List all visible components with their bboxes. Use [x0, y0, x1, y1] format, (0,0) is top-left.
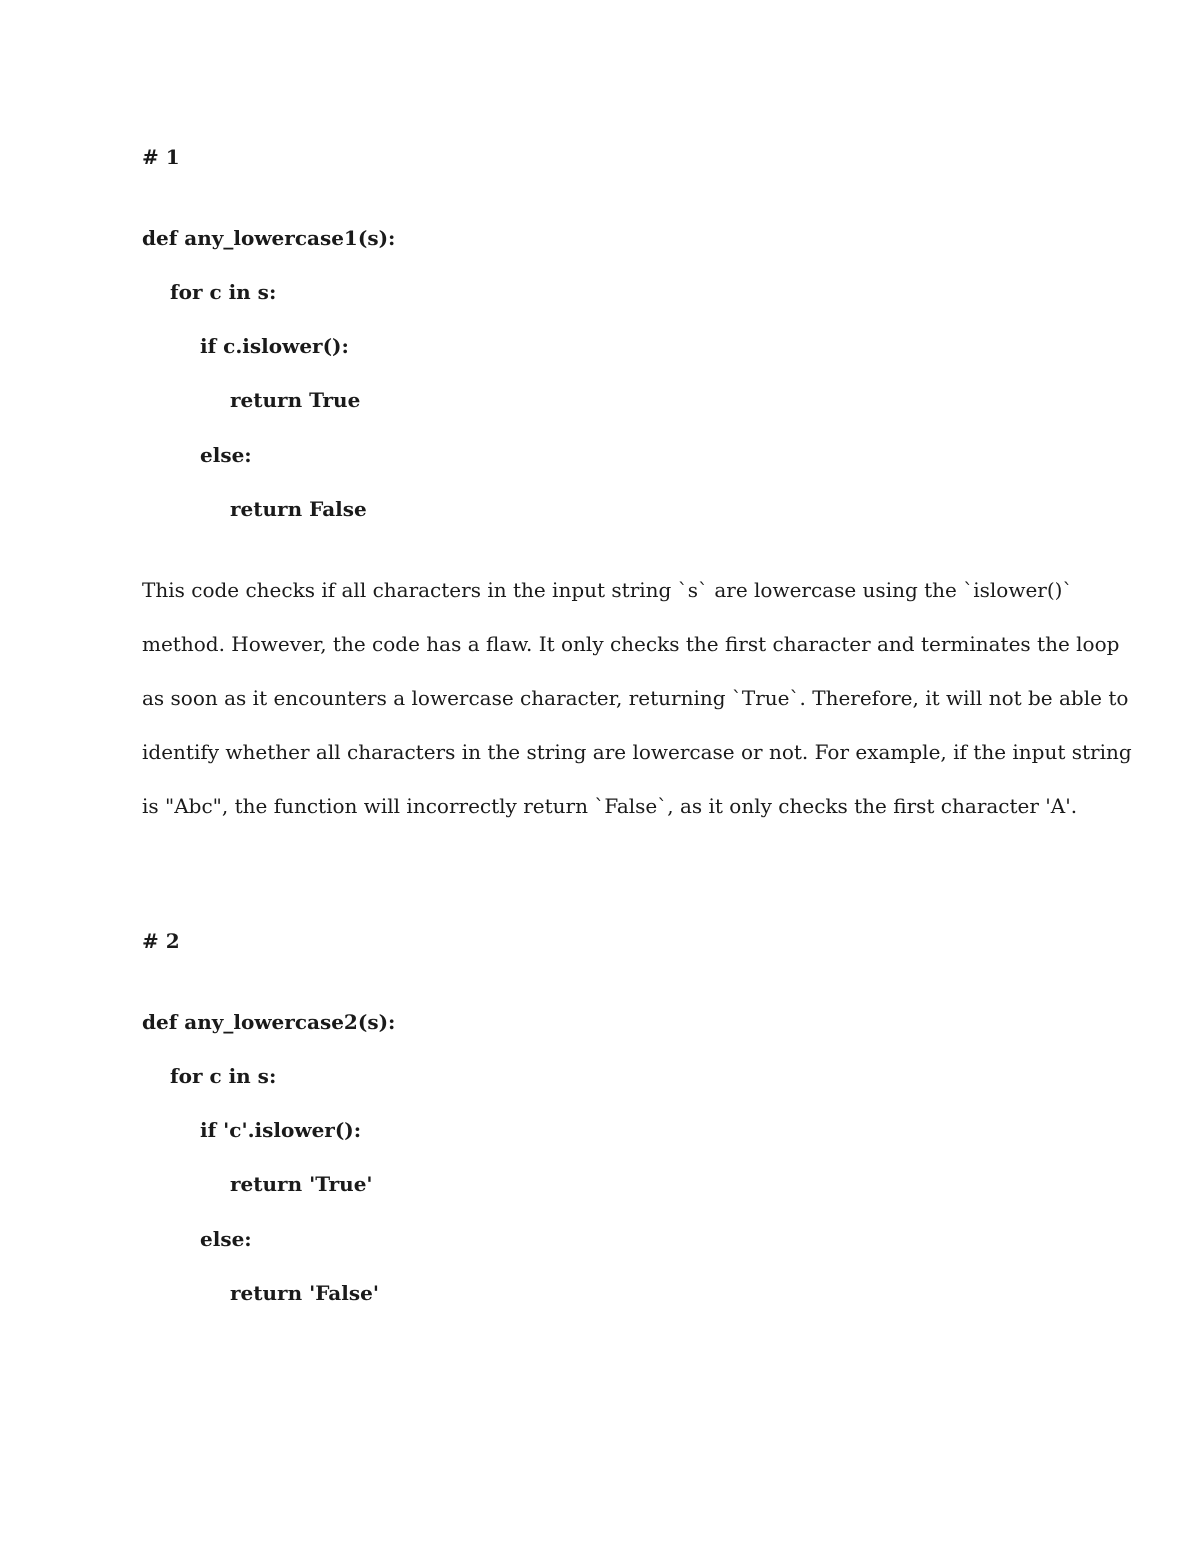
- section-1-heading: # 1: [142, 145, 180, 169]
- code-line-def: def any_lowercase2(s):: [142, 1010, 396, 1034]
- section-2-heading: # 2: [142, 929, 180, 953]
- explanation-paragraph: [142, 563, 1132, 833]
- code-line-if: if c.islower():: [200, 334, 349, 358]
- code-line-def: def any_lowercase1(s):: [142, 226, 396, 250]
- code-line-return-false: return False: [230, 497, 367, 521]
- paragraph-line: as soon as it encounters a lowercase character, returning `True`. Therefore, it will not be able to: [142, 686, 1129, 710]
- code-line-for: for c in s:: [170, 1064, 277, 1088]
- paragraph-line: method. However, the code has a flaw. It only checks the first character and terminates the loop: [142, 632, 1120, 656]
- paragraph-line: is "Abc", the function will incorrectly return `False`, as it only checks the first character 'A'.: [142, 794, 1078, 818]
- code-line-return-false: return 'False': [230, 1281, 379, 1305]
- code-line-else: else:: [200, 443, 252, 467]
- code-line-if: if 'c'.islower():: [200, 1118, 362, 1142]
- code-line-for: for c in s:: [170, 280, 277, 304]
- paragraph-line: This code checks if all characters in the input string `s` are lowercase using the `islower()`: [142, 578, 1073, 602]
- code-line-return-true: return 'True': [230, 1172, 373, 1196]
- code-line-else: else:: [200, 1227, 252, 1251]
- code-line-return-true: return True: [230, 388, 361, 412]
- paragraph-line: identify whether all characters in the string are lowercase or not. For example, if the input string: [142, 740, 1132, 764]
